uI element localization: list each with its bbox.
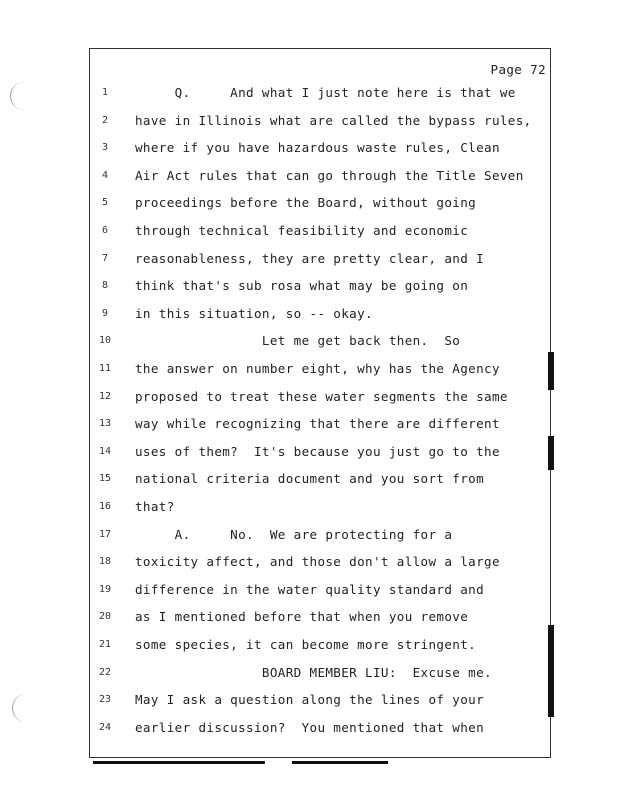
transcript-line [0,554,622,574]
line-text: uses of them? It's because you just go to the [135,443,500,459]
line-text: difference in the water quality standard and [135,581,485,597]
transcript-line [0,306,622,326]
punch-hole-mark [12,694,31,722]
line-number: 8 [101,280,109,292]
transcript-line [0,637,622,657]
line-text: proceedings before the Board, without going [135,195,477,211]
line-text: some species, it can become more stringent. [135,637,477,652]
line-number: 3 [101,142,109,154]
change-bar [548,436,554,470]
transcript-line [0,416,622,436]
line-text: BOARD MEMBER LIU: Excuse me. [135,664,492,680]
line-number: 14 [98,445,112,457]
transcript-line [0,223,622,243]
line-text: Let me get back then. So [135,333,461,349]
line-number: 6 [101,225,109,236]
line-text: through technical feasibility and economic [135,223,469,238]
line-text: way while recognizing that there are different [135,416,500,432]
line-text: May I ask a question along the lines of your [135,692,485,708]
line-text: earlier discussion? You mentioned that when [135,719,485,735]
change-bar [548,625,554,717]
bottom-rule [93,761,265,764]
line-text: toxicity affect, and those don't allow a large [135,554,500,570]
transcript-line [0,471,622,491]
line-text: national criteria document and you sort from [135,471,485,487]
punch-hole-mark [10,82,29,110]
line-number: 21 [98,639,112,650]
line-number: 15 [98,473,112,485]
line-text: proposed to treat these water segments the same [135,388,508,404]
line-number: 9 [101,307,109,319]
line-text: in this situation, so -- okay. [135,305,373,321]
transcript-line [0,720,622,740]
line-text: think that's sub rosa what may be going on [135,278,469,294]
transcript-line [0,85,622,105]
line-text: where if you have hazardous waste rules, Clean [135,140,500,156]
line-number: 17 [98,528,112,540]
line-number: 7 [101,252,109,264]
bottom-rule [292,761,388,764]
line-text: Q. And what I just note here is that we [135,85,516,100]
line-number: 22 [98,666,112,678]
line-number: 24 [98,721,112,733]
line-number: 5 [101,197,109,209]
line-text: the answer on number eight, why has the Agency [135,361,500,376]
line-text: Air Act rules that can go through the Title Seven [135,167,524,183]
transcript-line [0,609,622,629]
line-number: 10 [98,335,112,347]
line-number: 1 [101,87,109,98]
transcript-line [0,140,622,160]
line-number: 19 [98,583,112,595]
line-number: 11 [98,363,112,374]
transcript-line [0,195,622,215]
transcript-line [0,333,622,353]
transcript-line [0,361,622,381]
line-number: 18 [98,556,112,568]
line-text: reasonableness, they are pretty clear, and I [135,250,485,266]
line-text: have in Illinois what are called the bypass rules, [135,112,532,128]
line-text: as I mentioned before that when you remove [135,609,469,625]
transcript-line [0,692,622,712]
line-number: 12 [98,390,112,402]
transcript-line [0,389,622,409]
page-number: Page 72 [490,62,546,77]
transcript-line [0,499,622,519]
line-number: 13 [98,418,112,430]
line-text: A. No. We are protecting for a [135,526,453,542]
transcript-line [0,582,622,602]
transcript-line [0,168,622,188]
transcript-line [0,251,622,271]
transcript-line [0,278,622,298]
transcript-line [0,444,622,464]
transcript-line [0,113,622,133]
line-number: 23 [98,694,112,706]
line-number: 20 [98,611,112,623]
line-number: 2 [101,114,109,126]
change-bar [548,352,554,390]
transcript-line [0,665,622,685]
line-number: 4 [101,169,109,181]
line-text: that? [135,499,175,514]
transcript-line [0,527,622,547]
line-number: 16 [98,501,112,512]
